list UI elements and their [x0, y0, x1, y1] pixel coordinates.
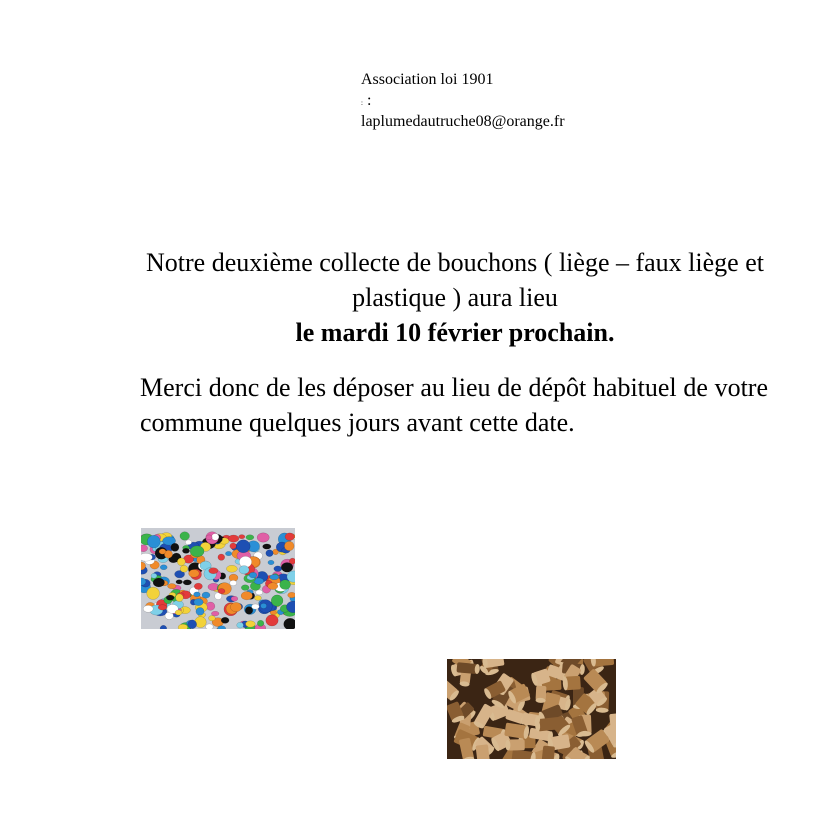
plastic-caps-photo [141, 528, 295, 629]
contact-colon: : [362, 91, 372, 109]
deposit-request: Merci donc de les déposer au lieu de dépôt habituel de votre commune quelques jours avant cette date. [140, 373, 768, 437]
contact-line [361, 91, 606, 112]
plastic-caps-illustration [141, 528, 295, 629]
cork-stoppers-photo [447, 659, 616, 759]
association-header [361, 70, 606, 132]
contact-email[interactable]: laplumedautruche08@orange.fr [361, 112, 565, 130]
contact-prefix: : [361, 98, 363, 107]
cork-stoppers-illustration [447, 659, 616, 759]
announcement-date: le mardi 10 février prochain. [295, 318, 615, 347]
collection-announcement [140, 245, 770, 350]
association-status: Association loi 1901 [361, 71, 494, 88]
announcement-text: Notre deuxième collecte de bouchons ( liège – faux liège et plastique ) aura lieu [146, 248, 764, 312]
